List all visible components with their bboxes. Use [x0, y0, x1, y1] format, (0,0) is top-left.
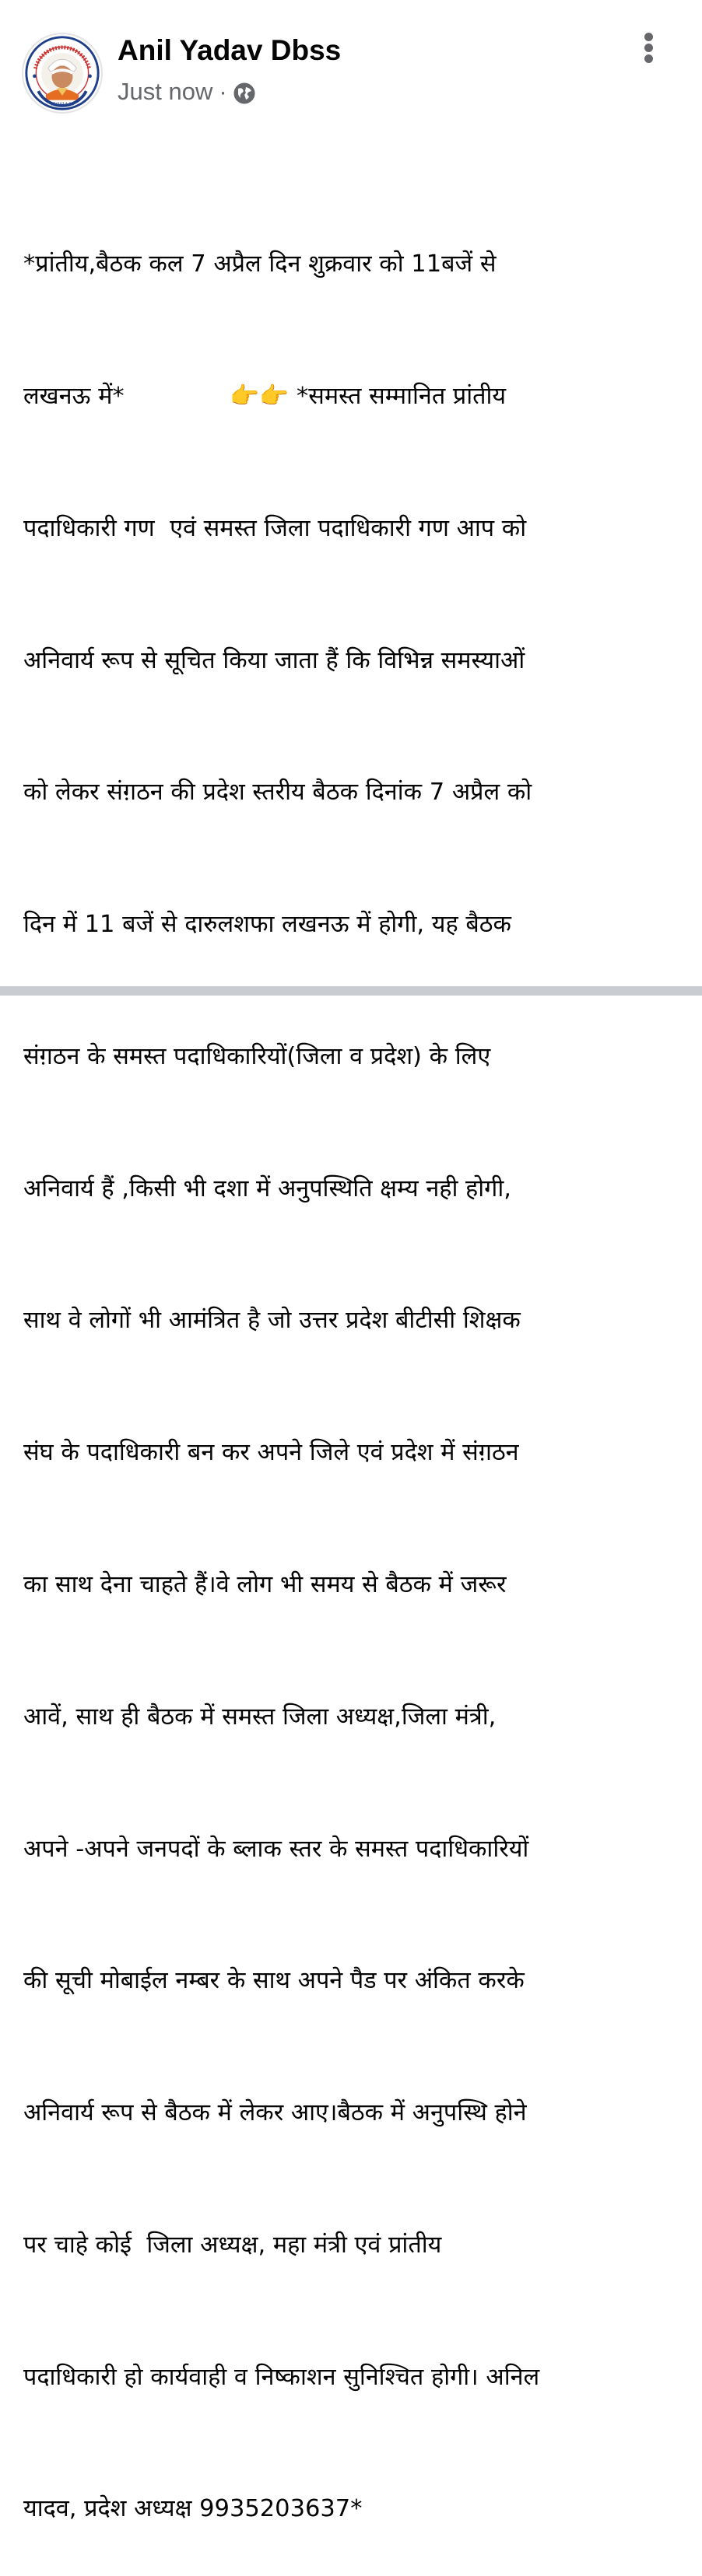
post-line: आवें, साथ ही बैठक में समस्त जिला अध्यक्ष,जिला मंत्री, [23, 1703, 497, 1731]
post-line: अनिवार्य हैं ,किसी भी दशा में अनुपस्थिति क्षम्य नही होगी, [23, 1174, 511, 1202]
post-meta [118, 75, 256, 109]
post-divider [0, 986, 702, 996]
post-line: पदाधिकारी गण एवं समस्त जिला पदाधिकारी गण आप को [23, 514, 527, 542]
post-line: अनिवार्य रूप से सूचित किया जाता हैं कि विभिन्न समस्याओं [23, 646, 525, 674]
post-line: अनिवार्य रूप से बैठक में लेकर आए।बैठक में अनुपस्थि होने [23, 2099, 527, 2127]
post-timestamp[interactable]: Just now [118, 78, 213, 105]
post-line: संग़ठन के समस्त पदाधिकारियों(जिला व प्रदेश) के लिए [23, 1042, 491, 1070]
globe-icon [233, 80, 256, 103]
post-line: का साथ देना चाहते हैं।वे लोग भी समय से बैठक में जरूर [23, 1571, 507, 1598]
post-line: की सूची मोबाईल नम्बर के साथ अपने पैड पर अंकित करके [23, 1967, 525, 1995]
post-line: साथ वे लोगों भी आमंत्रित है जो उत्तर प्रदेश बीटीसी शिक्षक [23, 1307, 521, 1335]
post-line: पर चाहे कोई जिला अध्यक्ष, महा मंत्री एवं प्रांतीय [23, 2231, 442, 2259]
post-line: को लेकर संग़ठन की प्रदेश स्तरीय बैठक दिनांक 7 अप्रैल को [23, 779, 532, 807]
post-body-text [23, 155, 685, 2576]
profile-avatar-seal [23, 34, 101, 112]
post-line: संघ के पदाधिकारी बन कर अपने जिले एवं प्रदेश में संग़ठन [23, 1439, 519, 1467]
more-vertical-icon[interactable] [637, 30, 662, 65]
post-line: दिन में 11 बजें से दारुलशफा लखनऊ में होगी, यह बैठक [23, 911, 511, 939]
svg-text:15/2014-15: 15/2014-15 [50, 102, 75, 107]
post-line: यादव, प्रदेश अध्यक्ष 9935203637* [23, 2495, 363, 2523]
post-header [0, 0, 702, 124]
post-line: अपने -अपने जनपदों के ब्लाक स्तर के समस्त पदाधिकारियों [23, 1835, 529, 1863]
avatar[interactable] [22, 33, 103, 114]
meta-separator: · [219, 78, 227, 105]
post-line: *प्रांतीय,बैठक कल 7 अप्रैल दिन शुक्रवार को 11बजें से [23, 250, 497, 278]
post-line: पदाधिकारी हो कार्यवाही व निष्काशन सुनिश्चित होगी। अनिल [23, 2363, 540, 2391]
post-author-name[interactable]: Anil Yadav Dbss [118, 34, 342, 66]
post-line: लखनऊ में* 👉👉 *समस्त सम्मानित प्रांतीय [23, 382, 507, 410]
